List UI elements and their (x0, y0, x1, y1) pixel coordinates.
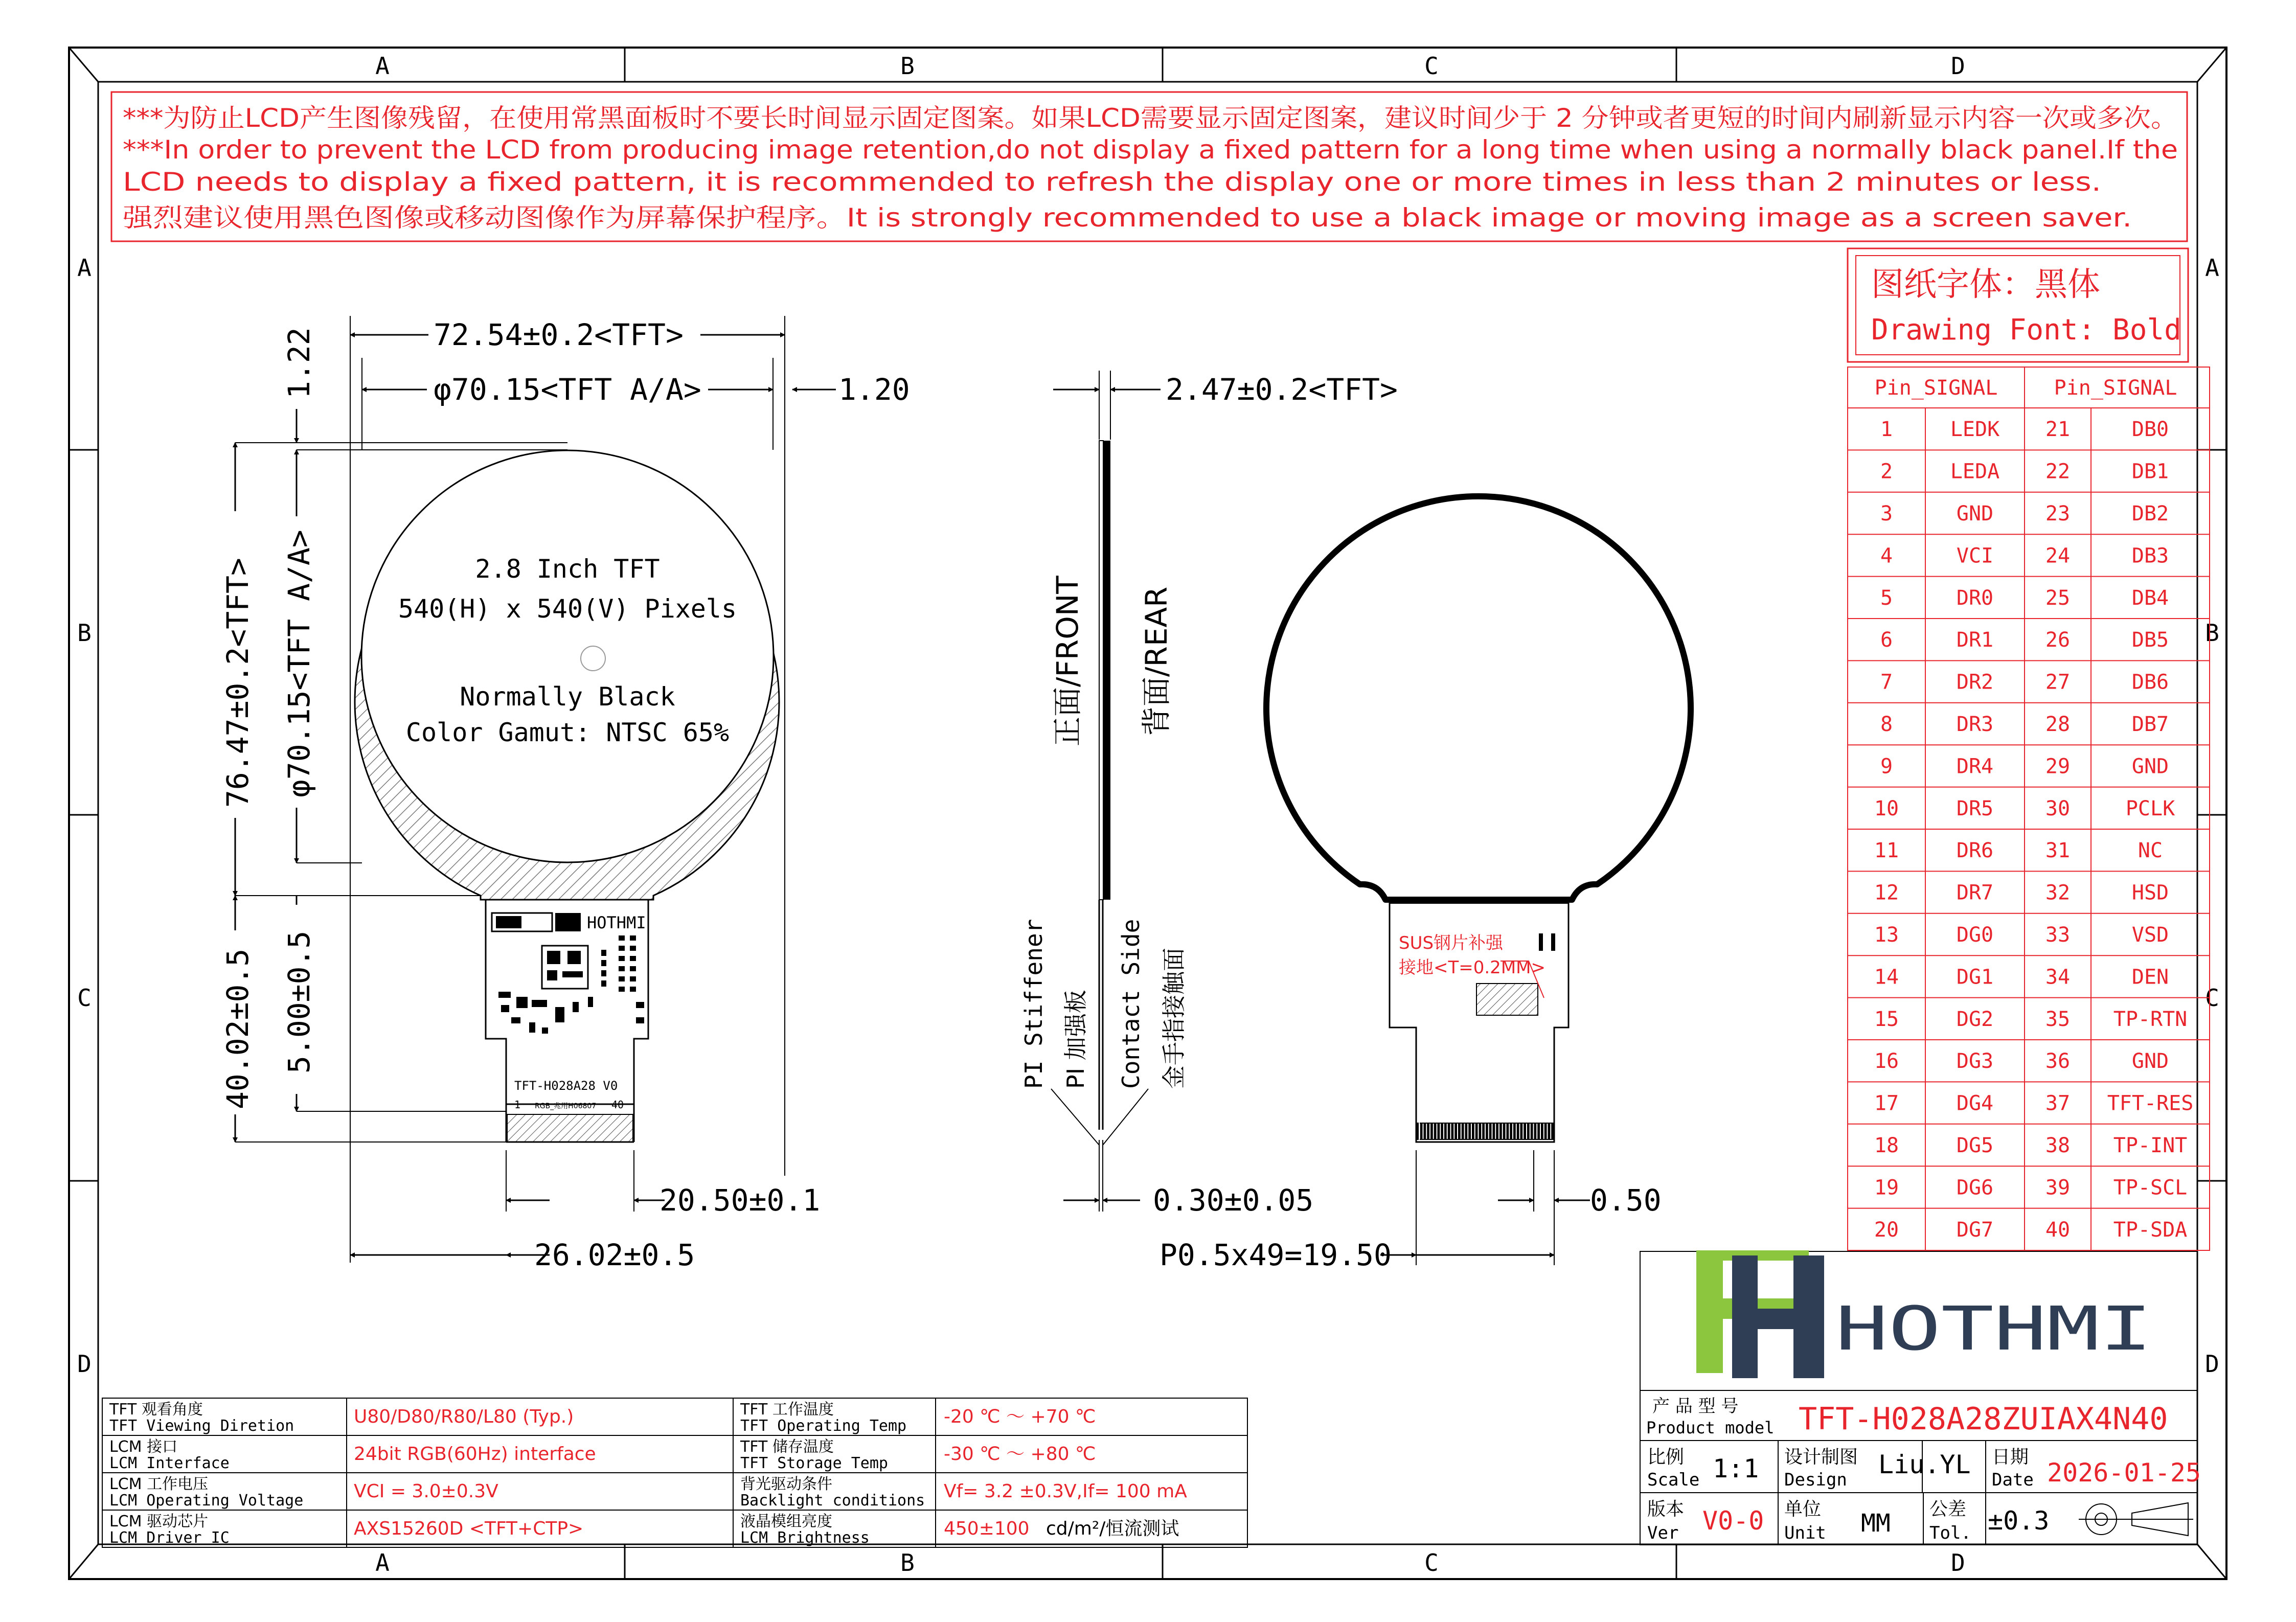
unit-label-cn: 单位 (1784, 1499, 1822, 1520)
pin-cell: 30 (2045, 796, 2071, 820)
product-model-value: TFT-H028A28ZUIAX4N40 (1799, 1401, 2168, 1437)
pin-cell: DG6 (1956, 1176, 1994, 1200)
pin-cell: GND (2131, 755, 2169, 779)
dim-fpc-thickness: 0.30±0.05 (1153, 1183, 1314, 1218)
grid-row-a-right: A (2205, 254, 2219, 282)
pin-cell: DR6 (1956, 839, 1994, 863)
spec-value2: 450±100 (944, 1518, 1030, 1539)
notice-line-3: LCD needs to display a fixed pattern, it is recommended to refresh the display one or more times in less than 2 minutes or less. (123, 167, 2101, 197)
pin-cell: DR7 (1956, 881, 1994, 905)
grid-col-d-bottom: D (1951, 1549, 1965, 1577)
spec-label2-en: TFT Operating Temp (740, 1417, 907, 1435)
pin-cell: VSD (2131, 923, 2169, 947)
grid-col-c-top: C (1424, 52, 1439, 80)
panel-resolution-label: 540(H) x 540(V) Pixels (398, 594, 737, 624)
pin-cell: 23 (2045, 502, 2071, 526)
rear-view (1160, 496, 1691, 1272)
pin-cell: 21 (2045, 418, 2071, 442)
font-note-cn: 图纸字体：黑体 (1871, 266, 2100, 304)
pin-cell: 40 (2045, 1218, 2071, 1242)
grid-row-c-right: C (2205, 984, 2219, 1012)
pin-cell: DB1 (2131, 460, 2169, 484)
spec-value: VCI = 3.0±0.3V (354, 1481, 498, 1502)
pin-cell: 32 (2045, 881, 2071, 905)
pin-cell: DR0 (1956, 586, 1994, 610)
ver-value: V0-0 (1702, 1506, 1764, 1536)
pin-cell: DR5 (1956, 796, 1994, 820)
pin-cell: HSD (2131, 881, 2169, 905)
notice-line-2: ***In order to prevent the LCD from producing image retention,do not display a fixed pattern for a long time when using a normally black panel.If the (123, 135, 2178, 165)
pin-cell: 24 (2045, 544, 2071, 568)
projection-symbol (2079, 1503, 2193, 1536)
pin-cell: DB3 (2131, 544, 2169, 568)
spec-label2-cn: 液晶模组亮度 (740, 1513, 832, 1530)
pin-table (1848, 367, 2210, 1250)
grid-row-d-right: D (2205, 1350, 2219, 1378)
fpc-note: RGB_兆用H06807 (535, 1102, 597, 1110)
spec-label-cn: LCM 驱动芯片 (109, 1513, 209, 1530)
pin-cell: DG3 (1956, 1049, 1994, 1073)
title-brand: HOTHMI (1835, 1293, 2152, 1364)
scale-label-en: Scale (1647, 1470, 1700, 1490)
dim-module-width: 72.54±0.2<TFT> (434, 317, 684, 352)
pin-cell: 33 (2045, 923, 2071, 947)
spec-value2-unit: cd/m²/恒流测试 (1046, 1518, 1179, 1539)
pin-cell: LEDA (1950, 460, 2000, 484)
spec-label-cn: TFT 观看角度 (109, 1401, 203, 1419)
pin-cell: DG1 (1956, 965, 1994, 989)
pin-cell: 29 (2045, 755, 2071, 779)
font-note (1848, 248, 2188, 362)
spec-label-cn: LCM 接口 (109, 1438, 178, 1456)
pin-cell: 1 (1880, 418, 1893, 442)
spec-value2: -30 ℃ ～ +80 ℃ (944, 1444, 1096, 1465)
rear-outline (1266, 496, 1691, 900)
tol-label-en: Tol. (1929, 1523, 1971, 1543)
grid-row-c-left: C (77, 984, 92, 1012)
grid-col-d-top: D (1951, 52, 1965, 80)
font-note-en: Drawing Font: Bold (1871, 313, 2181, 347)
pin-cell: DG5 (1956, 1134, 1994, 1157)
spec-label2-en: Backlight conditions (740, 1492, 925, 1510)
date-label-en: Date (1992, 1470, 2034, 1490)
pin-cell: TP-SCL (2113, 1176, 2188, 1200)
panel-gamut-label: Color Gamut: NTSC 65% (405, 718, 730, 747)
product-label-cn: 产 品 型 号 (1652, 1396, 1739, 1417)
pin-cell: DR4 (1956, 755, 1994, 779)
pin-cell: DB6 (2131, 670, 2169, 694)
design-value: Liu.YL (1878, 1450, 1971, 1479)
pin-cell: 38 (2045, 1134, 2071, 1157)
pin-cell: NC (2138, 839, 2163, 863)
spec-value: U80/D80/R80/L80 (Typ.) (354, 1406, 574, 1427)
dim-fpc-length: 40.02±0.5 (220, 948, 255, 1109)
date-label-cn: 日期 (1992, 1447, 2029, 1468)
pin-cell: 8 (1880, 713, 1893, 736)
grid-col-a-bottom: A (375, 1549, 390, 1577)
stiffener-en-label: PI Stiffener (1020, 919, 1048, 1089)
grid-row-d-left: D (77, 1350, 92, 1378)
pin-cell: TP-INT (2113, 1134, 2188, 1157)
pin-cell: DB4 (2131, 586, 2169, 610)
pin-cell: 5 (1880, 586, 1893, 610)
pin-header-left: Pin_SIGNAL (1874, 376, 1998, 400)
spec-label2-en: LCM Brightness (740, 1529, 870, 1547)
pin-cell: 28 (2045, 713, 2071, 736)
grid-col-b-bottom: B (900, 1549, 915, 1577)
pin-cell: 16 (1874, 1049, 1899, 1073)
notice-line-4: 强烈建议使用黑色图像或移动图像作为屏幕保护程序。It is strongly recommended to use a black image or moving image as a screen saver. (123, 203, 2132, 233)
pin-cell: DR2 (1956, 670, 1994, 694)
panel-size-label: 2.8 Inch TFT (475, 554, 660, 584)
spec-label-en: TFT Viewing Diretion (109, 1417, 294, 1435)
pin-cell: 13 (1874, 923, 1899, 947)
design-label-cn: 设计制图 (1784, 1447, 1858, 1468)
dim-pitch-gap: 0.50 (1590, 1183, 1662, 1218)
pin-cell: DG4 (1956, 1091, 1994, 1115)
pin-cell: PCLK (2125, 796, 2175, 820)
pin-cell: 18 (1874, 1134, 1899, 1157)
sus-note-line-1: SUS钢片补强 (1399, 933, 1504, 953)
pin-cell: 34 (2045, 965, 2071, 989)
pin-header-right: Pin_SIGNAL (2054, 376, 2177, 400)
pin-cell: DR1 (1956, 628, 1994, 652)
dim-active-diameter: φ70.15<TFT A/A> (434, 372, 701, 407)
fpc-brand: HOTHMI (587, 913, 646, 932)
pin-cell: 11 (1874, 839, 1899, 863)
pin-cell: 14 (1874, 965, 1899, 989)
grid-col-c-bottom: C (1424, 1549, 1439, 1577)
pin-cell: DG7 (1956, 1218, 1994, 1242)
pin-cell: 9 (1880, 755, 1893, 779)
spec-label-en: LCM Interface (109, 1454, 230, 1472)
pin-cell: 6 (1880, 628, 1893, 652)
unit-label-en: Unit (1784, 1523, 1826, 1543)
stiffener-cn-label: PI 加强板 (1062, 990, 1089, 1089)
pin-cell: TFT-RES (2107, 1091, 2194, 1115)
pin-cell: GND (2131, 1049, 2169, 1073)
spec-label2-cn: TFT 工作温度 (740, 1401, 834, 1419)
pin-cell: 36 (2045, 1049, 2071, 1073)
spec-label2-cn: TFT 储存温度 (740, 1438, 834, 1456)
fpc-part-label: TFT-H028A28 V0 (514, 1079, 618, 1093)
unit-value: MM (1861, 1509, 1891, 1538)
pin-cell: DB0 (2131, 418, 2169, 442)
grid-col-a-top: A (375, 52, 390, 80)
fpc-pin1-label: 1 (514, 1099, 521, 1111)
spec-label-en: LCM Driver IC (109, 1529, 230, 1547)
panel-mode-label: Normally Black (460, 682, 675, 712)
pin-cell: 10 (1874, 796, 1899, 820)
sus-stiffener (1476, 984, 1538, 1015)
grid-row-b-left: B (77, 619, 92, 647)
pin-cell: 4 (1880, 544, 1893, 568)
pin-cell: 2 (1880, 460, 1893, 484)
spec-value: 24bit RGB(60Hz) interface (354, 1444, 596, 1465)
date-value: 2026-01-25 (2047, 1458, 2201, 1488)
fpc-pin40-label: 40 (611, 1099, 624, 1111)
pin-cell: DG2 (1956, 1007, 1994, 1031)
pin-cell: 15 (1874, 1007, 1899, 1031)
spec-label-en: LCM Operating Voltage (109, 1492, 304, 1510)
contact-cn-label: 金手指接触面 (1160, 948, 1188, 1089)
pin-cell: VCI (1956, 544, 1994, 568)
spec-label2-en: TFT Storage Temp (740, 1454, 888, 1472)
grid-row-b-right: B (2205, 619, 2219, 647)
pin-cell: 26 (2045, 628, 2071, 652)
dim-pitch: P0.5x49=19.50 (1160, 1238, 1392, 1272)
pin-cell: 37 (2045, 1091, 2071, 1115)
design-label-en: Design (1784, 1470, 1847, 1490)
pin-cell: TP-SDA (2113, 1218, 2188, 1242)
pin-cell: GND (1956, 502, 1994, 526)
notice-box (111, 92, 2187, 241)
contact-en-label: Contact Side (1117, 919, 1145, 1089)
product-label-en: Product model (1646, 1418, 1775, 1437)
pin-cell: DB2 (2131, 502, 2169, 526)
pin-cell: DB5 (2131, 628, 2169, 652)
pin-cell: DG0 (1956, 923, 1994, 947)
pin-cell: DB7 (2131, 713, 2169, 736)
hothmi-logo (1696, 1250, 1824, 1378)
pin-cell: 25 (2045, 586, 2071, 610)
pin-cell: 27 (2045, 670, 2071, 694)
pin-cell: 17 (1874, 1091, 1899, 1115)
pin-cell: 35 (2045, 1007, 2071, 1031)
front-side-label: 正面/FRONT (1050, 576, 1085, 746)
pin-cell: LEDK (1950, 418, 2000, 442)
spec-label-cn: LCM 工作电压 (109, 1475, 209, 1493)
ver-label-en: Ver (1647, 1523, 1679, 1543)
scale-value: 1:1 (1713, 1454, 1759, 1483)
dim-right-gap: 1.20 (838, 372, 910, 407)
spec-table (102, 1398, 1247, 1547)
pin-cell: 20 (1874, 1218, 1899, 1242)
dim-top-gap: 1.22 (282, 327, 316, 399)
dim-fpc-width: 20.50±0.1 (660, 1183, 821, 1218)
grid-col-b-top: B (900, 52, 915, 80)
pin-cell: 3 (1880, 502, 1893, 526)
pin-cell: 31 (2045, 839, 2071, 863)
spec-value2: -20 ℃ ～ +70 ℃ (944, 1406, 1096, 1427)
dim-module-height: 76.47±0.2<TFT> (220, 558, 255, 808)
fpc-gold-fingers (507, 1114, 633, 1142)
pin-cell: 39 (2045, 1176, 2071, 1200)
pin-cell: DR3 (1956, 713, 1994, 736)
front-view (220, 316, 910, 1272)
pin-cell: DEN (2131, 965, 2169, 989)
spec-value2: Vf= 3.2 ±0.3V,If= 100 mA (944, 1481, 1187, 1502)
grid-row-a-left: A (77, 254, 92, 282)
pin-cell: 22 (2045, 460, 2071, 484)
tol-value: ±0.3 (1988, 1506, 2050, 1536)
pin-cell: 7 (1880, 670, 1893, 694)
spec-value: AXS15260D <TFT+CTP> (354, 1518, 584, 1539)
pin-cell: TP-RTN (2113, 1007, 2188, 1031)
ver-label-cn: 版本 (1647, 1499, 1685, 1520)
dim-fpc-total: 26.02±0.5 (534, 1238, 695, 1272)
rear-side-label: 背面/REAR (1139, 586, 1174, 736)
sus-note-line-2: 接地<T=0.2MM> (1399, 957, 1545, 978)
pin-cell: 12 (1874, 881, 1899, 905)
active-area (361, 450, 774, 862)
scale-label-cn: 比例 (1647, 1447, 1685, 1468)
dim-thickness: 2.47±0.2<TFT> (1166, 372, 1398, 407)
pin-cell: 19 (1874, 1176, 1899, 1200)
title-block (1640, 1250, 2201, 1545)
tol-label-cn: 公差 (1929, 1499, 1967, 1520)
notice-line-1: ***为防止LCD产生图像残留，在使用常黑面板时不要长时间显示固定图案。如果LCD需要显示固定图案，建议时间少于 2 分钟或者更短的时间内刷新显示内容一次或多次。 (123, 103, 2178, 133)
dim-fpc-pad: 5.00±0.5 (282, 930, 316, 1073)
spec-label2-cn: 背光驱动条件 (740, 1475, 832, 1493)
dim-active-height: φ70.15<TFT A/A> (282, 530, 316, 797)
